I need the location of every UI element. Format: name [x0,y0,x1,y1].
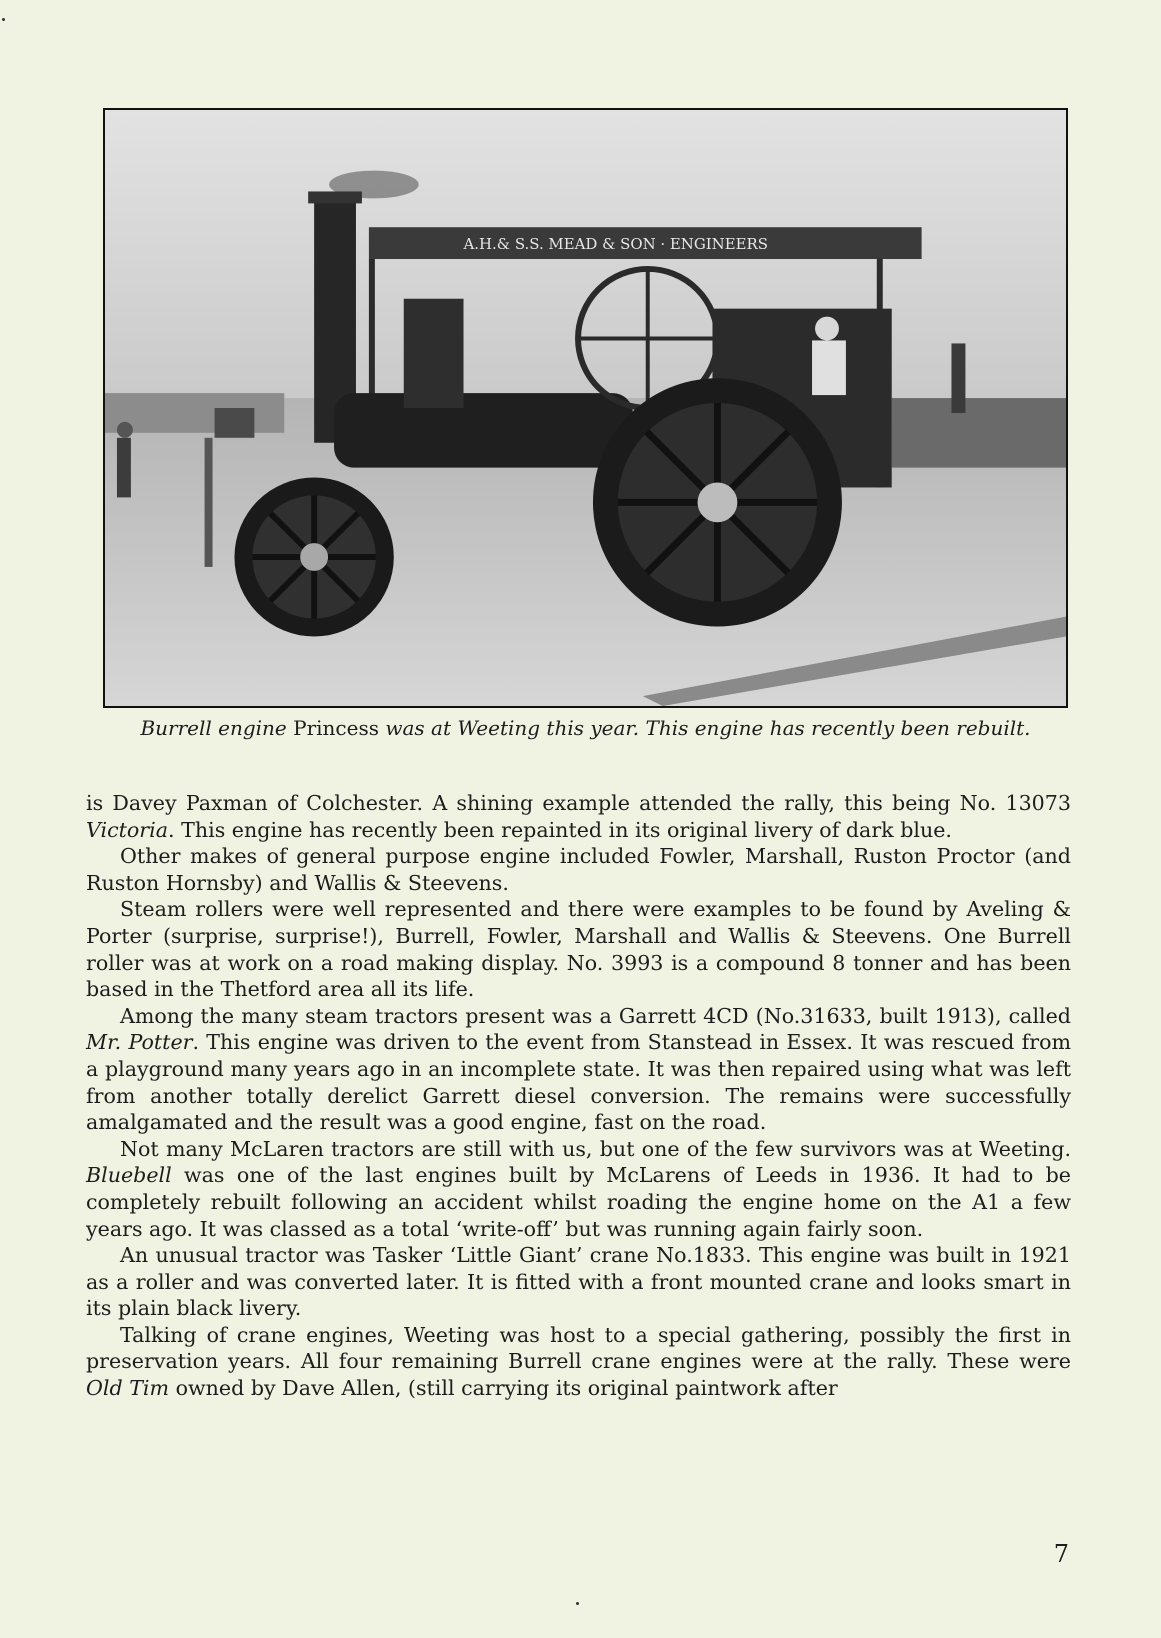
paragraph [86,896,1071,1002]
text-run: . This engine was driven to the event from Stanstead in Essex. It was rescued from a playground many years ago in an incomplete state. It was then repaired using what was left from another totally derelict Garrett diesel conversion. The remains were successfully amalgamated and the result was a good engine, fast on the road. [86,1030,1072,1135]
photo-illustration [105,110,1066,706]
photo-caption [103,716,1068,740]
article-body [86,790,1071,1402]
text-run: An unusual tractor was Tasker ‘Little Giant’ crane No.1833. This engine was built in 1921 as a roller and was converted later. It is fitted with a front mounted crane and looks smart in its plain black livery. [86,1243,1071,1321]
paragraph [86,1003,1071,1136]
scan-speck [2,18,5,21]
caption-engine-name: Princess [293,716,379,740]
italic-name: Victoria [86,817,169,842]
paragraph [86,1136,1071,1242]
paragraph [86,790,1071,843]
text-run: . This engine has recently been repainted in its original livery of dark blue. [168,817,952,842]
text-run: was one of the last engines built by McLarens of Leeds in 1936. It had to be completely rebuilt following an accident whilst roading the engine home on the A1 a few years ago. It was classed as a total ‘write-off’ but was running again fairly soon. [86,1163,1071,1241]
caption-part1: Burrell engine [140,716,287,740]
paragraph [86,1322,1071,1402]
text-run: Other makes of general purpose engine included Fowler, Marshall, Ruston Proctor (and Ruston Hornsby) and Wallis & Steevens. [86,844,1071,895]
italic-name: Bluebell [86,1163,172,1188]
text-run: owned by Dave Allen, (still carrying its original paintwork after [169,1376,838,1401]
text-run: is Davey Paxman of Colchester. A shining example attended the rally, this being No. 13073 [86,791,1071,815]
traction-engine-photo [103,108,1068,708]
text-run: Talking of crane engines, Weeting was host to a special gathering, possibly the first in preservation years. All four remaining Burrell crane engines were at the rally. These were [86,1322,1071,1374]
text-run: Among the many steam tractors present was a Garrett 4CD (No.31633, built 1913), called [120,1003,1071,1028]
italic-name: Mr. Potter [86,1030,193,1055]
caption-part3: was at Weeting this year. This engine has recently been rebuilt. [385,716,1031,740]
text-run: Steam rollers were well represented and there were examples to be found by Aveling & Porter (surprise, surprise!), Burrell, Fowler, Marshall and Wallis & Steevens. One Burrell roller was at work on a road making display. No. 3993 is a compound 8 tonner and has been based in the Thetford area all its life. [86,897,1071,1002]
canopy-sign: A.H.& S.S. MEAD & SON · ENGINEERS [463,235,768,254]
paragraph [86,843,1071,896]
italic-name: Old Tim [86,1376,170,1401]
text-run: Not many McLaren tractors are still with us, but one of the few survivors was at Weeting. [120,1136,1071,1161]
page-number: 7 [1053,1540,1069,1568]
scan-speck [576,1602,579,1605]
paragraph [86,1242,1071,1322]
